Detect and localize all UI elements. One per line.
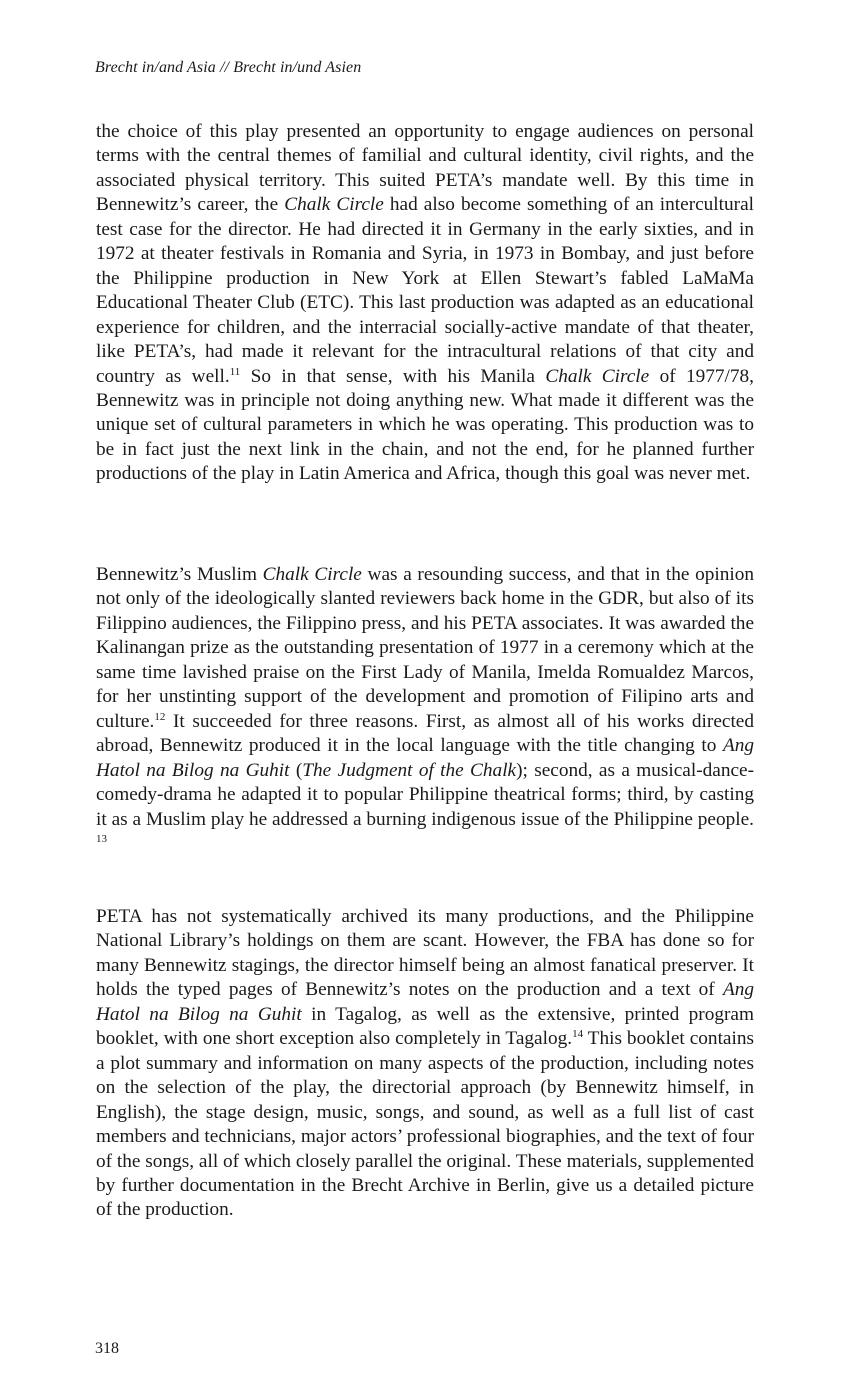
text-run: Bennewitz’s Muslim — [96, 564, 263, 585]
footnote-marker: 13 — [96, 832, 107, 845]
text-run: of 1977/78, Bennewitz was in principle not doing anything new. What made it different was the unique set of cultural parameters in which he was operating. This production was to be in fact just the next link in the chain, and not the end, for he planned further productions of the play in Latin America and Africa, though this goal was never met. — [96, 365, 754, 485]
text-run: had also become something of an intercultural test case for the director. He had directed it in Germany in the early sixties, and in 1972 at theater festivals in Romania and Syria, in 1973 in Bombay, and just before the Philippine production in New York at Ellen Stewart’s fabled LaMaMa Educational Theater Club (ETC). This last production was adapted as an educational experience for children, and the interracial socially-active mandate of that theater, like PETA’s, had made it relevant for the intracultural relations of that city and country as well. — [96, 194, 754, 387]
text-run: It succeeded for three reasons. First, as almost all of his works directed abroad, Bennewitz produced it in the local language with the title changing to — [96, 710, 754, 757]
text-run: This booklet contains a plot summary and information on many aspects of the production, including notes on the selection of the play, the directorial approach (by Bennewitz himself, in English), the stage design, music, songs, and sound, as well as a full list of cast members and technicians, major actors’ professional biographies, and the text of four of the songs, all of which closely parallel the original. These materials, supplemented by further documentation in the Brecht Archive in Berlin, give us a detailed picture of the production. — [96, 1028, 754, 1221]
page-number: 318 — [95, 1340, 119, 1357]
running-head-title: Brecht in/and Asia // Brecht in/und Asien — [95, 59, 362, 76]
italic-title: The Judgment of the Chalk — [302, 759, 517, 781]
footnote-marker: 14 — [572, 1028, 584, 1041]
footnote-marker: 12 — [154, 710, 166, 723]
text-run: in Tagalog, as well as the extensive, printed program booklet, with one short exception also completely in Tagalog. — [96, 1003, 754, 1050]
text-run: So in that sense, with his Manila — [240, 365, 546, 387]
italic-title: Chalk Circle — [545, 365, 650, 387]
italic-title: Chalk Circle — [284, 194, 384, 216]
italic-title: Ang Hatol na Bilog na Guhit — [96, 979, 754, 1025]
italic-title: Ang Hatol na Bilog na Guhit — [96, 735, 754, 781]
text-run: was a resounding success, and that in the opinion not only of the ideologically slanted reviewers back home in the GDR, but also of its Filippino audiences, the Filippino press, and his PETA associates. It was awarded the Kalinangan prize as the outstanding presentation of 1977 in a ceremony which at the same time lavished praise on the First Lady of Manila, Imelda Romualdez Marcos, for her unstinting support of the development and promotion of Filipino arts and culture. — [96, 564, 754, 732]
italic-title: Chalk Circle — [262, 564, 362, 585]
footnote-marker: 11 — [229, 365, 241, 378]
body-paragraph-1 — [96, 120, 754, 487]
text-run: ( — [289, 759, 303, 781]
body-paragraph-2 — [96, 563, 754, 856]
text-run: ); second, as a musical-dance-comedy-drama he adapted it to popular Philippine theatrical forms; third, by casting it as a Muslim play he addressed a burning indigenous issue of the Philippine people. — [96, 759, 754, 830]
text-run: PETA has not systematically archived its many productions, and the Philippine National Library’s holdings on them are scant. However, the FBA has done so for many Bennewitz stagings, the director himself being an almost fanatical preserver. It holds the typed pages of Bennewitz’s notes on the production and a text of — [96, 906, 754, 1001]
text-run: the choice of this play presented an opportunity to engage audiences on personal terms with the central themes of familial and cultural identity, civil rights, and the associated physical territory. This suited PETA’s mandate well. By this time in Bennewitz’s career, the — [96, 121, 754, 216]
body-paragraph-3 — [96, 905, 754, 1223]
